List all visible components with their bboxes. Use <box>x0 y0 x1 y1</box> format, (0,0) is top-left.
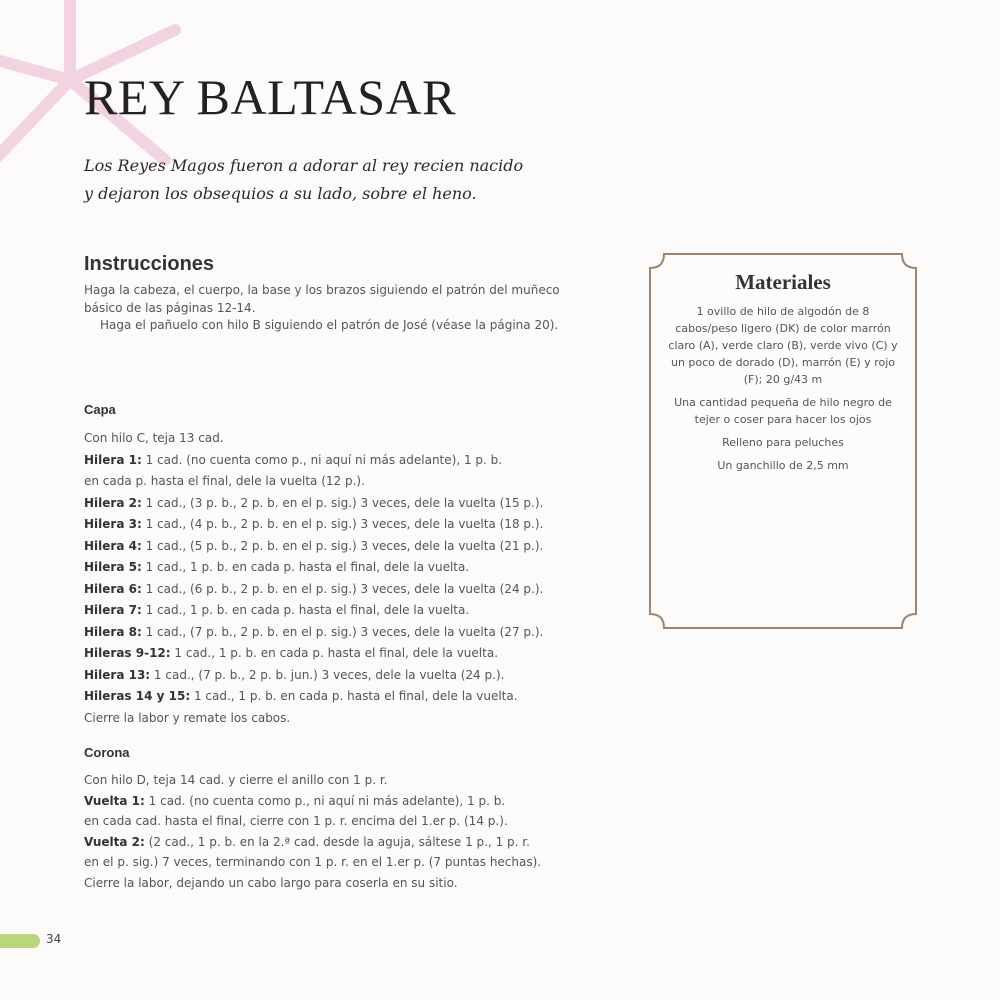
row-label: Hilera 7: <box>84 603 142 617</box>
row-label: Hilera 5: <box>84 560 142 574</box>
pattern-line: Con hilo D, teja 14 cad. y cierre el anillo con 1 p. r. <box>84 773 388 787</box>
material-item: Relleno para peluches <box>722 436 844 449</box>
row-label: Vuelta 1: <box>84 793 145 808</box>
materials-content <box>666 270 900 480</box>
row-label: Hileras 9-12: <box>84 646 171 660</box>
intro-paragraph: Haga la cabeza, el cuerpo, la base y los brazos siguiendo el patrón del muñeco básico de las páginas 12-14. <box>84 283 560 315</box>
pattern-line: Hilera 1: 1 cad. (no cuenta como p., ni aquí ni más adelante), 1 p. b. <box>84 452 503 467</box>
pattern-line: Hileras 9-12: 1 cad., 1 p. b. en cada p. hasta el final, dele la vuelta. <box>84 646 499 660</box>
pattern-line: Hilera 3: 1 cad., (4 p. b., 2 p. b. en el p. sig.) 3 veces, dele la vuelta (18 p.). <box>84 517 544 531</box>
row-label: Hilera 1: <box>84 452 142 467</box>
row-label: Hilera 2: <box>84 495 142 510</box>
subtitle: Los Reyes Magos fueron a adorar al rey recien nacido y dejaron los obsequios a su lado, sobre el heno. <box>84 156 524 203</box>
material-item: Una cantidad pequeña de hilo negro de tejer o coser para hacer los ojos <box>674 396 892 426</box>
intro-paragraph: Haga el pañuelo con hilo B siguiendo el patrón de José (véase la página 20). <box>100 318 559 332</box>
page-tab-marker <box>0 934 40 948</box>
row-label: Hilera 4: <box>84 538 142 553</box>
pattern-line: en el p. sig.) 7 veces, terminando con 1 p. r. en el 1.er p. (7 puntas hechas). <box>84 855 542 869</box>
corona-heading: Corona <box>84 745 130 760</box>
pattern-line: en cada p. hasta el final, dele la vuelta (12 p.). <box>84 474 365 488</box>
row-label: Hilera 13: <box>84 667 151 682</box>
pattern-line: Hileras 14 y 15: 1 cad., 1 p. b. en cada p. hasta el final, dele la vuelta. <box>84 689 518 703</box>
instructions-heading: Instrucciones <box>84 253 215 275</box>
corona-instructions <box>84 770 614 893</box>
pattern-line: Hilera 2: 1 cad., (3 p. b., 2 p. b. en el p. sig.) 3 veces, dele la vuelta (15 p.). <box>84 495 544 510</box>
capa-instructions <box>84 428 614 729</box>
material-item: Un ganchillo de 2,5 mm <box>717 459 849 472</box>
material-item: 1 ovillo de hilo de algodón de 8 cabos/peso ligero (DK) de color marrón claro (A), verde claro (B), verde vivo (C) y un poco de dorado (D), marrón (E) y rojo (F); 20 g/43 m <box>668 305 898 386</box>
pattern-line: Hilera 6: 1 cad., (6 p. b., 2 p. b. en el p. sig.) 3 veces, dele la vuelta (24 p.). <box>84 581 544 596</box>
instructions-intro <box>84 282 584 335</box>
row-label: Vuelta 2: <box>84 834 145 849</box>
row-label: Hilera 3: <box>84 517 142 531</box>
pattern-line: Con hilo C, teja 13 cad. <box>84 431 224 445</box>
pattern-line: en cada cad. hasta el final, cierre con 1 p. r. encima del 1.er p. (14 p.). <box>84 814 508 828</box>
materials-heading: Materiales <box>735 270 831 294</box>
pattern-line: Cierre la labor, dejando un cabo largo para coserla en su sitio. <box>84 875 458 890</box>
pattern-line: Hilera 7: 1 cad., 1 p. b. en cada p. hasta el final, dele la vuelta. <box>84 603 470 617</box>
pattern-line: Hilera 5: 1 cad., 1 p. b. en cada p. hasta el final, dele la vuelta. <box>84 560 470 574</box>
page-number: 34 <box>46 932 62 946</box>
capa-heading: Capa <box>84 402 116 417</box>
pattern-line: Hilera 8: 1 cad., (7 p. b., 2 p. b. en el p. sig.) 3 veces, dele la vuelta (27 p.). <box>84 624 544 639</box>
row-label: Hilera 8: <box>84 624 142 639</box>
row-label: Hilera 6: <box>84 581 142 596</box>
pattern-line: Hilera 13: 1 cad., (7 p. b., 2 p. b. jun.) 3 veces, dele la vuelta (24 p.). <box>84 667 505 682</box>
pattern-line: Vuelta 1: 1 cad. (no cuenta como p., ni aquí ni más adelante), 1 p. b. <box>84 793 506 808</box>
materials-box <box>646 250 920 632</box>
row-label: Hileras 14 y 15: <box>84 689 191 703</box>
page-title: REY BALTASAR <box>84 69 456 125</box>
pattern-line: Hilera 4: 1 cad., (5 p. b., 2 p. b. en el p. sig.) 3 veces, dele la vuelta (21 p.). <box>84 538 544 553</box>
pattern-line: Cierre la labor y remate los cabos. <box>84 710 291 725</box>
pattern-line: Vuelta 2: (2 cad., 1 p. b. en la 2.ª cad. desde la aguja, sáltese 1 p., 1 p. r. <box>84 834 530 849</box>
